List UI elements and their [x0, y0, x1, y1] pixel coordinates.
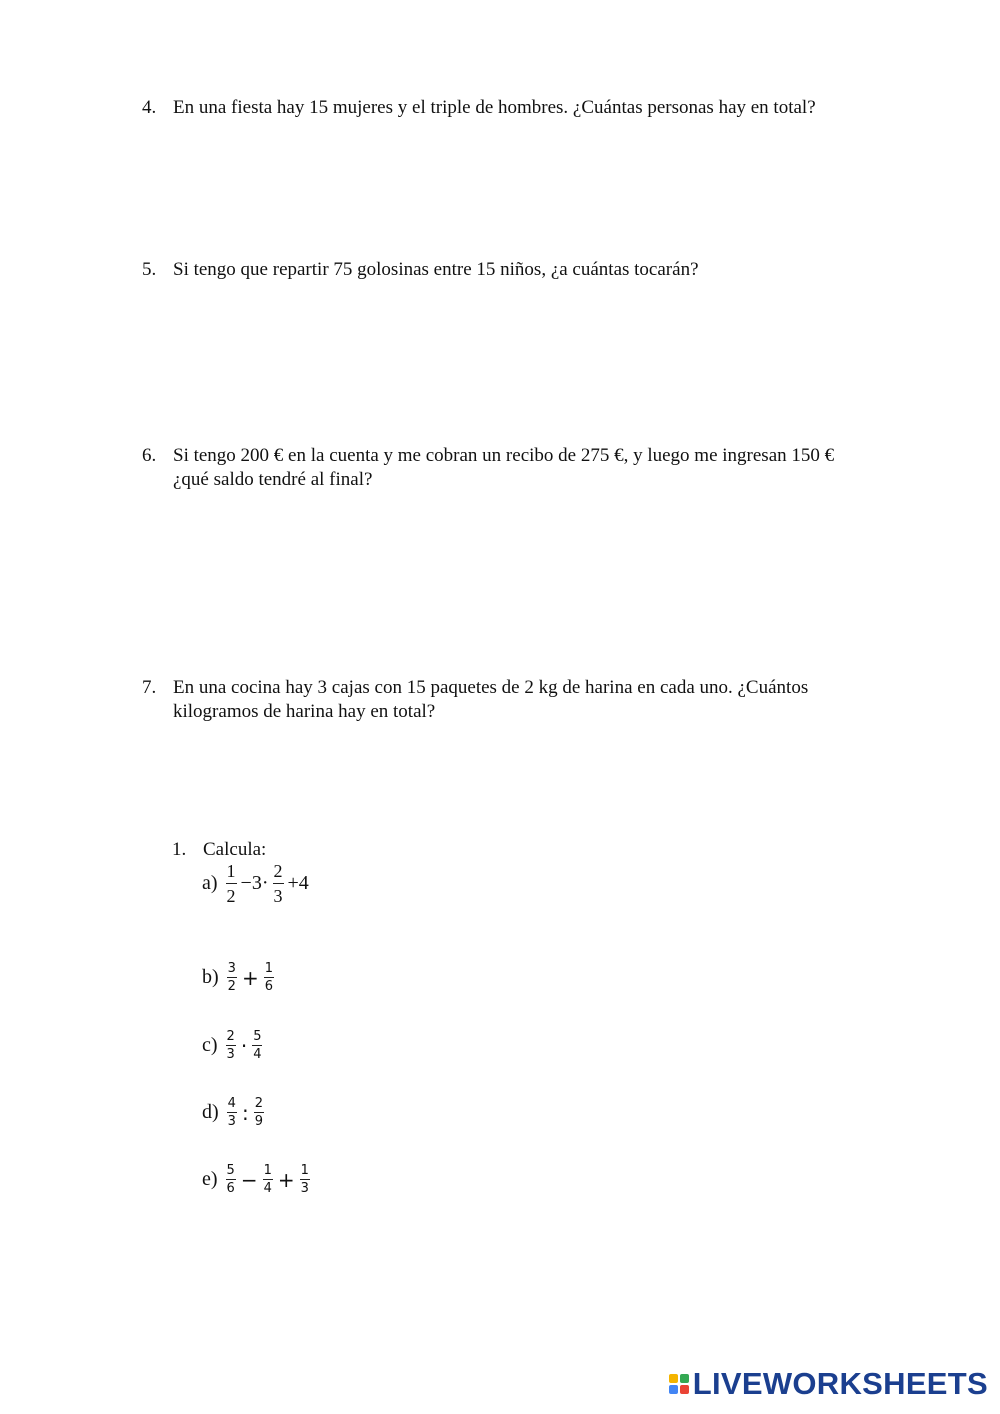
denominator: 2: [227, 979, 236, 994]
fraction-bar: [227, 977, 237, 978]
operator: +4: [287, 872, 309, 894]
exercise-a: [202, 862, 311, 905]
problem-number: 4.: [142, 97, 157, 118]
logo-square: [669, 1374, 678, 1383]
fraction: [226, 1164, 236, 1195]
operator: :: [241, 1100, 249, 1125]
operator: +: [241, 965, 259, 990]
operator: +: [277, 1167, 295, 1192]
fraction-bar: [252, 1045, 262, 1046]
problem-line: En una fiesta hay 15 mujeres y el triple de hombres. ¿Cuántas personas hay en total?: [173, 97, 816, 118]
fraction: [226, 862, 237, 905]
denominator: 6: [264, 979, 273, 994]
denominator: 9: [254, 1114, 263, 1129]
problem-text: [173, 258, 902, 282]
calcula-heading: [172, 838, 266, 862]
numerator: 5: [253, 1029, 262, 1044]
fraction: [227, 1097, 237, 1128]
denominator: 4: [253, 1047, 262, 1062]
problem-text: [173, 444, 902, 492]
logo-square: [669, 1385, 678, 1394]
exercise-label: c): [202, 1034, 218, 1056]
fraction: [273, 862, 284, 905]
exercise-e: [202, 1164, 312, 1195]
fraction-bar: [226, 1179, 236, 1180]
problem-5: [142, 258, 902, 282]
numerator: 4: [227, 1096, 236, 1111]
numerator: 5: [226, 1163, 235, 1178]
logo-icon: [669, 1374, 689, 1394]
denominator: 4: [263, 1181, 272, 1196]
problem-6: [142, 444, 902, 492]
problem-line: Si tengo 200 € en la cuenta y me cobran un recibo de 275 €, y luego me ingresan 150 €: [173, 445, 835, 466]
operator: −3·: [240, 872, 269, 894]
logo-square: [680, 1374, 689, 1383]
fraction-bar: [263, 1179, 273, 1180]
fraction-bar: [264, 977, 274, 978]
problem-text: [173, 96, 902, 120]
operator: ·: [240, 1033, 248, 1058]
exercise-b: [202, 962, 276, 993]
exercise-label: d): [202, 1101, 219, 1123]
exercise-label: e): [202, 1168, 218, 1190]
fraction: [252, 1030, 262, 1061]
fraction: [254, 1097, 264, 1128]
numerator: 1: [264, 961, 273, 976]
operator: −: [240, 1167, 258, 1192]
numerator: 1: [263, 1163, 272, 1178]
numerator: 2: [226, 1029, 235, 1044]
problem-number: 5.: [142, 259, 157, 280]
problem-number: 6.: [142, 445, 157, 466]
fraction-bar: [226, 883, 237, 884]
fraction: [263, 1164, 273, 1195]
denominator: 2: [226, 886, 236, 906]
numerator: 2: [273, 861, 283, 881]
logo-square: [680, 1385, 689, 1394]
fraction-bar: [226, 1045, 236, 1046]
numerator: 1: [300, 1163, 309, 1178]
fraction: [226, 1030, 236, 1061]
problem-4: [142, 96, 902, 120]
fraction: [300, 1164, 310, 1195]
fraction-bar: [254, 1112, 264, 1113]
exercise-label: a): [202, 872, 218, 894]
problem-line: En una cocina hay 3 cajas con 15 paquetes de 2 kg de harina en cada uno. ¿Cuántos: [173, 677, 809, 698]
fraction-bar: [300, 1179, 310, 1180]
liveworksheets-logo: [669, 1366, 988, 1402]
fraction-bar: [273, 883, 284, 884]
fraction-bar: [227, 1112, 237, 1113]
calcula-title: Calcula:: [203, 839, 267, 860]
exercise-c: [202, 1030, 264, 1061]
problem-line: Si tengo que repartir 75 golosinas entre 15 niños, ¿a cuántas tocarán?: [173, 259, 699, 280]
calcula-number: 1.: [172, 839, 187, 860]
denominator: 3: [226, 1047, 235, 1062]
exercise-d: [202, 1097, 266, 1128]
denominator: 3: [227, 1114, 236, 1129]
denominator: 3: [300, 1181, 309, 1196]
denominator: 6: [226, 1181, 235, 1196]
problem-line: kilogramos de harina hay en total?: [173, 701, 436, 722]
problem-number: 7.: [142, 677, 157, 698]
denominator: 3: [273, 886, 283, 906]
problem-line: ¿qué saldo tendré al final?: [173, 469, 373, 490]
fraction: [227, 962, 237, 993]
fraction: [264, 962, 274, 993]
numerator: 1: [226, 861, 236, 881]
numerator: 2: [254, 1096, 263, 1111]
logo-text: LIVEWORKSHEETS: [692, 1366, 988, 1401]
problem-text: [173, 676, 902, 724]
exercise-label: b): [202, 966, 219, 988]
numerator: 3: [227, 961, 236, 976]
problem-7: [142, 676, 902, 724]
